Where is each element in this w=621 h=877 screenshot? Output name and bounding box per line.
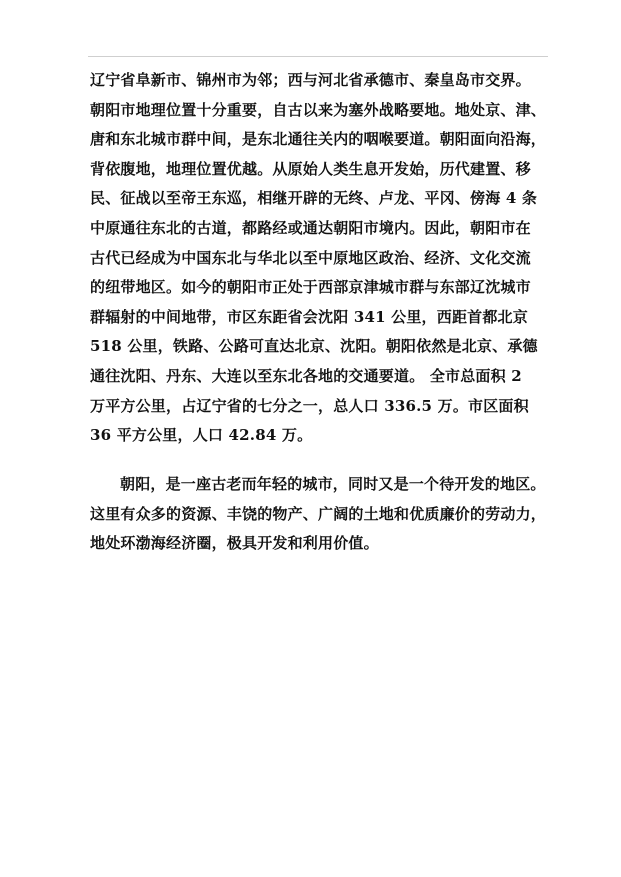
paragraph-line: 中原通往东北的古道，都路经或通达朝阳市境内。因此，朝阳市在 <box>90 218 531 237</box>
paragraph-line: 群辐射的中间地带，市区东距省会沈阳 341 公里，西距首都北京 <box>90 307 528 326</box>
paragraph-line: 518 公里，铁路、公路可直达北京、沈阳。朝阳依然是北京、承德 <box>90 337 538 356</box>
paragraph-line: 辽宁省阜新市、锦州市为邻；西与河北省承德市、秦皇岛市交界。 <box>90 71 531 89</box>
paragraph-line: 民、征战以至帝王东巡，相继开辟的无终、卢龙、平冈、傍海 4 条 <box>90 189 538 208</box>
paragraph-line: 这里有众多的资源、丰饶的物产、广阔的土地和优质廉价的劳动力， <box>90 504 547 523</box>
paragraph-line: 通往沈阳、丹东、大连以至东北各地的交通要道。 全市总面积 2 <box>90 366 522 385</box>
paragraph-1 <box>90 66 560 451</box>
paragraph-line: 背依腹地，地理位置优越。从原始人类生息开发始，历代建置、移 <box>90 159 531 178</box>
paragraph-line: 朝阳，是一座古老而年轻的城市，同时又是一个待开发的地区。 <box>120 475 546 493</box>
paragraph-line: 的纽带地区。如今的朝阳市正处于西部京津城市群与东部辽沈城市 <box>90 278 531 297</box>
paragraph-2 <box>90 470 560 559</box>
paragraph-line: 唐和东北城市群中间，是东北通往关内的咽喉要道。朝阳面向沿海， <box>90 130 547 149</box>
paragraph-line: 36 平方公里，人口 42.84 万。 <box>90 426 313 445</box>
paragraph-line: 地处环渤海经济圈，极具开发和利用价值。 <box>90 534 379 553</box>
paragraph-line: 万平方公里，占辽宁省的七分之一，总人口 336.5 万。市区面积 <box>90 396 529 415</box>
paragraph-line: 朝阳市地理位置十分重要，自古以来为塞外战略要地。地处京、津、 <box>90 100 547 119</box>
header-rule <box>88 56 548 57</box>
paragraph-line: 古代已经成为中国东北与华北以至中原地区政治、经济、文化交流 <box>90 248 531 267</box>
